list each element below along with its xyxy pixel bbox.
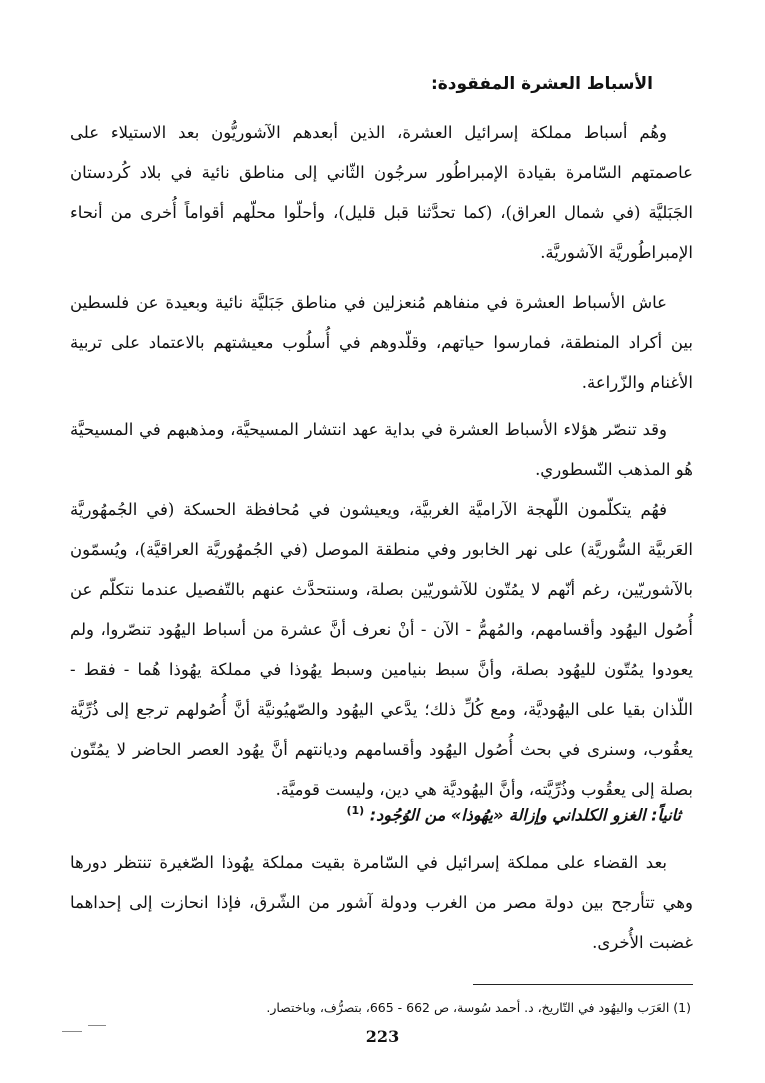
footnote-reference-mark: (1): [346, 804, 365, 817]
page-number: 223: [365, 1027, 400, 1046]
subsection-heading: [70, 797, 681, 829]
scan-artifact-line: [62, 1031, 82, 1032]
body-paragraph-4: فهُم يتكلّمون اللّهجة الآراميَّة الغربيَّة، ويعيشون في مُحافظة الحسكة (في الجُمهُوريَّة العَربيَّة السُّوريَّة) على نهر الخابور وفي منطقة الموصل (في الجُمهُوريَّة العراقيَّة)، ويُسمّون بالآشوريّين، رغم أنّهم لا يمُتّون للآشوريّين بصلة، وسنتحدَّث عنهم بالتّفصيل عندما نتكلّم عن أُصُول اليهُود وأقسامهم، والمُهمُّ - الآن - أنْ نعرف أنَّ عشرة من أسباط اليهُود تنصّروا، ولم يعودوا يمُتّون لليهُود بصلة، وأنَّ سبط بنيامين وسبط يهُوذا في مملكة يهُوذا هُما - فقط - اللّذان بقيا على اليهُوديَّة، ومع كُلِّ ذلك؛ يدَّعي اليهُود والصّهيُونيَّة أنَّ أُصُولهم ترجع إلى ذُرِّيَّة يعقُوب، وسنرى في بحث أُصُول اليهُود وأقسامهم وديانتهم أنَّ يهُود العصر الحاضر لا يمُتّون بصلة إلى يعقُوب وذُرِّيَّته، وأنَّ اليهُوديَّة هي دين، وليست قوميَّة.: [70, 500, 693, 799]
subsection-heading-text: ثانياً: الغزو الكلداني وإزالة «يهُوذا» من الوُجُود:: [369, 805, 681, 825]
body-paragraph-5: بعد القضاء على مملكة إسرائيل في السّامرة بقيت مملكة يهُوذا الصّغيرة تنتظر دورها وهي تتأرجح بين دولة مصر من الغرب ودولة آشور من الشّرق، فإذا انحازت إلى إحداهما غضبت الأُخرى.: [70, 853, 693, 952]
scan-artifact-line: [88, 1025, 106, 1026]
body-paragraph-2: عاش الأسباط العشرة في منفاهم مُنعزلين في مناطق جَبَليَّة نائية وبعيدة عن فلسطين بين أكراد المنطقة، فمارسوا حياتهم، وقلّدوهم في أُسلُوب معيشتهم بالاعتماد على تربية الأغنام والزّراعة.: [70, 293, 693, 392]
body-paragraph-3: وقد تنصّر هؤلاء الأسباط العشرة في بداية عهد انتشار المسيحيَّة، ومذهبهم في المسيحيَّة هُو المذهب النّسطوري.: [70, 420, 693, 479]
footnote-separator: [473, 984, 693, 985]
section-heading: الأسباط العشرة المفقودة:: [430, 74, 653, 94]
body-paragraph-1: وهُم أسباط مملكة إسرائيل العشرة، الذين أبعدهم الآشوريُّون بعد الاستيلاء على عاصمتهم السّامرة بقيادة الإمبراطُور سرجُون الثّاني إلى مناطق نائية في بلاد كُردستان الجَبَليَّة (في شمال العراق)، (كما تحدَّثنا قبل قليل)، وأحلّوا محلّهم أقواماً أُخرى من أنحاء الإمبراطُوريَّة الآشوريَّة.: [70, 123, 693, 262]
footnote-text: (1) العَرَب واليهُود في التّاريخ، د. أحمد سُوسة، ص 662 - 665، بتصرُّف، وباختصار.: [266, 1000, 691, 1015]
